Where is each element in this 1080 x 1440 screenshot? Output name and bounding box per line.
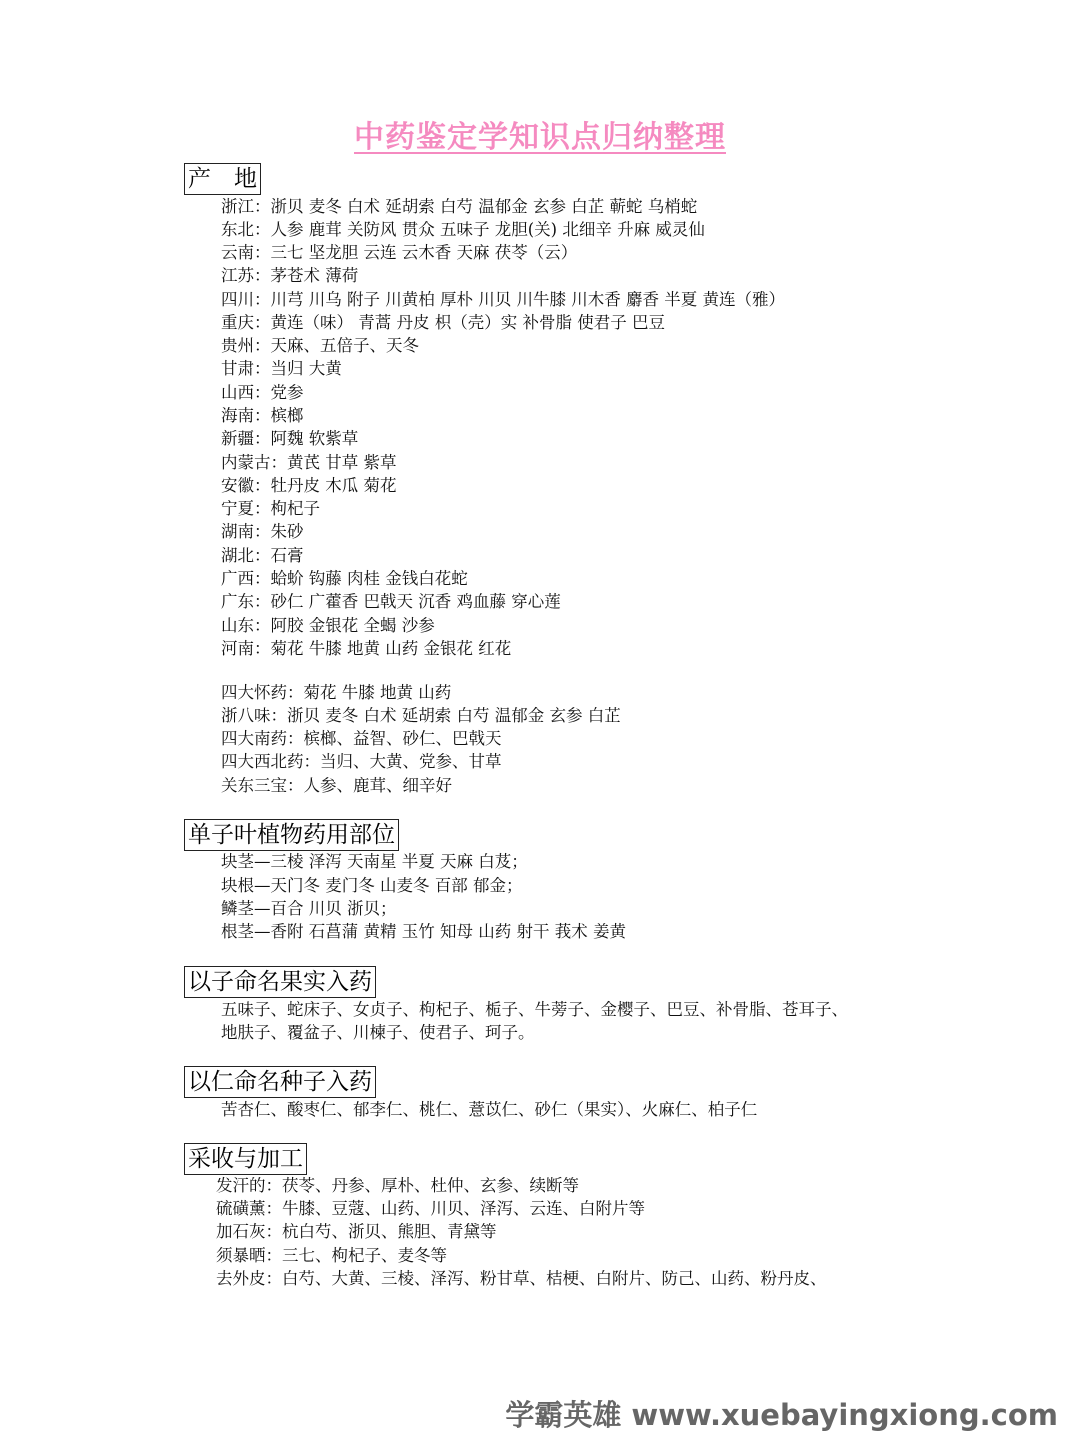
- origin-line: 新疆：阿魏 软紫草: [221, 429, 359, 448]
- origin-line: 湖北：石膏: [221, 546, 304, 565]
- page-title: 中药鉴定学知识点归纳整理: [354, 120, 726, 155]
- origin-line: 安徽：牡丹皮 木瓜 菊花: [221, 476, 397, 495]
- origin-group-line: 四大南药：槟榔、益智、砂仁、巴戟天: [221, 729, 502, 748]
- section-heading-monocot: 单子叶植物药用部位: [184, 819, 399, 851]
- monocot-line: 块茎—三棱 泽泻 天南星 半夏 天麻 白芨；: [221, 852, 528, 871]
- origin-line: 甘肃：当归 大黄: [221, 359, 342, 378]
- fruit-line: 地肤子、覆盆子、川楝子、使君子、珂子。: [221, 1023, 535, 1042]
- origin-line: 山东：阿胶 金银花 全蝎 沙参: [221, 616, 435, 635]
- section-heading-harvest: 采收与加工: [184, 1143, 307, 1175]
- origin-line: 浙江：浙贝 麦冬 白术 延胡索 白芍 温郁金 玄参 白芷 蕲蛇 乌梢蛇: [221, 197, 698, 216]
- origin-line: 山西：党参: [221, 383, 304, 402]
- origin-line: 广西：蛤蚧 钩藤 肉桂 金钱白花蛇: [221, 569, 468, 588]
- monocot-line: 根茎—香附 石菖蒲 黄精 玉竹 知母 山药 射干 莪术 姜黄: [221, 922, 626, 941]
- origin-group-line: 四大怀药：菊花 牛膝 地黄 山药: [221, 683, 452, 702]
- origin-line: 海南：槟榔: [221, 406, 304, 425]
- harvest-line: 去外皮：白芍、大黄、三棱、泽泻、粉甘草、桔梗、白附片、防己、山药、粉丹皮、: [216, 1269, 827, 1288]
- origin-line: 贵州：天麻、五倍子、天冬: [221, 336, 419, 355]
- section-heading-seed: 以仁命名种子入药: [184, 1066, 376, 1098]
- harvest-line: 须暴晒：三七、枸杞子、麦冬等: [216, 1246, 447, 1265]
- origin-group-line: 关东三宝：人参、鹿茸、细辛好: [221, 776, 452, 795]
- origin-line: 河南：菊花 牛膝 地黄 山药 金银花 红花: [221, 639, 512, 658]
- origin-line: 广东：砂仁 广藿香 巴戟天 沉香 鸡血藤 穿心莲: [221, 592, 561, 611]
- monocot-line: 鳞茎—百合 川贝 浙贝；: [221, 899, 397, 918]
- origin-line: 四川：川芎 川乌 附子 川黄柏 厚朴 川贝 川牛膝 川木香 麝香 半夏 黄连（雅）: [221, 290, 785, 309]
- seed-line: 苦杏仁、酸枣仁、郁李仁、桃仁、薏苡仁、砂仁（果实）、火麻仁、柏子仁: [221, 1100, 758, 1119]
- harvest-line: 加石灰：杭白芍、浙贝、熊胆、青黛等: [216, 1222, 497, 1241]
- origin-group-line: 浙八味：浙贝 麦冬 白术 延胡索 白芍 温郁金 玄参 白芷: [221, 706, 621, 725]
- origin-line: 宁夏：枸杞子: [221, 499, 320, 518]
- origin-line: 东北：人参 鹿茸 关防风 贯众 五味子 龙胆(关) 北细辛 升麻 威灵仙: [221, 220, 705, 239]
- origin-line: 湖南：朱砂: [221, 522, 304, 541]
- section-heading-fruit: 以子命名果实入药: [184, 966, 376, 998]
- footer-watermark: 学霸英雄 www.xuebayingxiong.com: [505, 1398, 1058, 1432]
- origin-line: 内蒙古：黄芪 甘草 紫草: [221, 453, 397, 472]
- origin-line: 云南：三七 坚龙胆 云连 云木香 天麻 茯苓（云）: [221, 243, 578, 262]
- harvest-line: 硫磺薰：牛膝、豆蔻、山药、川贝、泽泻、云连、白附片等: [216, 1199, 645, 1218]
- origin-line: 重庆：黄连（味） 青蒿 丹皮 枳（壳）实 补骨脂 使君子 巴豆: [221, 313, 665, 332]
- section-heading-origin: 产 地: [184, 163, 261, 195]
- origin-group-line: 四大西北药：当归、大黄、党参、甘草: [221, 752, 502, 771]
- origin-line: 江苏：茅苍术 薄荷: [221, 266, 359, 285]
- harvest-line: 发汗的：茯苓、丹参、厚朴、杜仲、玄参、续断等: [216, 1176, 579, 1195]
- monocot-line: 块根—天门冬 麦门冬 山麦冬 百部 郁金；: [221, 876, 523, 895]
- fruit-line: 五味子、蛇床子、女贞子、枸杞子、栀子、牛蒡子、金樱子、巴豆、补骨脂、苍耳子、: [221, 1000, 848, 1019]
